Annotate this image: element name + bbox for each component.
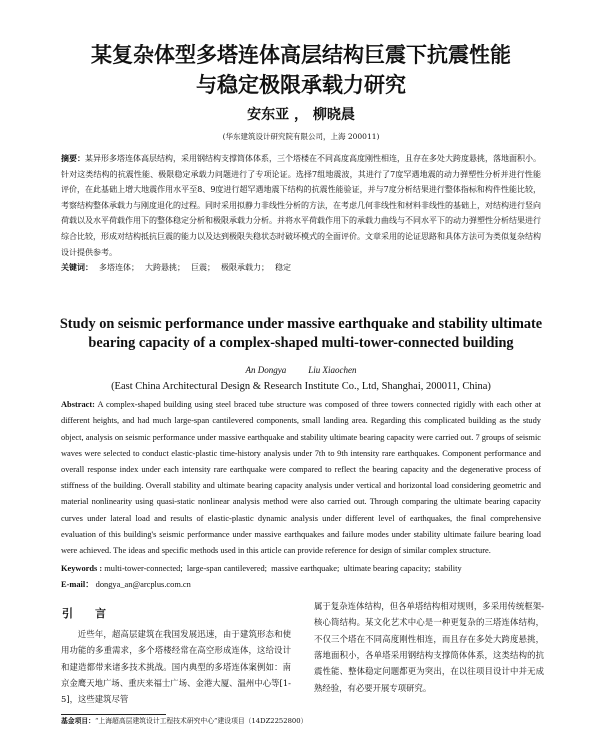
section-heading-introduction: 引言 <box>62 607 128 621</box>
email-address[interactable]: dongya_an@arcplus.com.cn <box>95 580 191 590</box>
chinese-keywords <box>61 261 541 275</box>
english-title <box>21 315 581 353</box>
chinese-keyword: 稳定 <box>275 263 291 273</box>
chinese-keyword: 大跨悬挑； <box>145 263 185 273</box>
english-abstract-text: A complex-shaped building using steel braced tube structure was composed of three towers connected rigidly with each other at different heights, and had much large-span cantilevered components, small landing area. Regarding this complicated building as the study object, analysis on seismic performance under massive earthquake and stability ultimate bearing capacity were carried out. 7 groups of seismic waves were selected to conduct elastic-plastic time-history analysis under 7th to 9th intensity rare earthquakes. Component performance and overall response index under each intensity rare earthquake were compared to reflect the bearing capacity and the degenerative process of stiffness of the building. Overall stability and ultimate bearing capacity analysis under vertical and horizontal load considering geometric and material nonlinearity using quasi-static nonlinear analysis method were also carried out. Through comparing the ultimate bearing capacity curves under lateral load and results of elastic-plastic dynamic analysis under different level of earthquakes, the final comprehensive evaluation of this building's seismic performance under massive earthquakes and failure modes under stability ultimate failure bearing load were achieved. The ideas and specific methods used in this article can provide reference for design of similar complex structure. <box>61 400 541 555</box>
english-authors <box>61 364 541 377</box>
english-author-2: Liu Xiaochen <box>308 365 357 376</box>
chinese-title-line-2: 与稳定极限承载力研究 <box>196 73 406 97</box>
footnote-divider <box>61 714 166 715</box>
english-keywords <box>61 561 541 576</box>
chinese-abstract-label: 摘要： <box>61 154 85 163</box>
footnote-label: 基金项目： <box>61 716 95 725</box>
english-author-1: An Dongya <box>245 365 287 376</box>
chinese-keywords-label: 关键词： <box>61 263 93 273</box>
chinese-title <box>21 40 581 100</box>
email-label: E-mail： <box>61 580 94 590</box>
introduction-right <box>314 598 544 696</box>
english-keyword: ; large-span cantilevered <box>180 564 264 573</box>
chinese-keyword: 多塔连体； <box>99 263 139 273</box>
chinese-affiliation: (华东建筑设计研究院有限公司，上海 200011) <box>222 132 380 141</box>
chinese-keyword: 巨震； <box>191 263 215 273</box>
english-abstract-label: Abstract: <box>61 400 95 410</box>
footnote-text: “上海超高层建筑设计工程技术研究中心”建设项目（14DZ2252800） <box>94 716 308 725</box>
email-line <box>61 578 541 592</box>
introduction-left <box>61 598 291 707</box>
chinese-authors: 安东亚 ， 柳晓晨 <box>247 107 355 123</box>
english-title-line-1: Study on seismic performance under massive earthquake and stability ultimate <box>59 316 543 333</box>
english-keyword: ; massive earthquake <box>265 564 337 573</box>
english-keyword: ; ultimate bearing capacity <box>337 564 428 573</box>
chinese-title-line-1: 某复杂体型多塔连体高层结构巨震下抗震性能 <box>91 43 511 67</box>
introduction-section <box>61 598 544 707</box>
english-keywords-label: Keywords : <box>61 564 103 574</box>
english-title-line-2: bearing capacity of a complex-shaped multi-tower-connected building <box>88 335 514 352</box>
english-keyword: ; stability <box>428 564 462 573</box>
chinese-keyword: 极限承载力； <box>221 263 269 273</box>
introduction-left-column: 近些年，超高层建筑在我国发展迅速，由于建筑形态和使用功能的多重需求，多个塔楼经常在高空形成连体，这给设计和建造都带来诸多技术挑战。国内典型的多塔连体案例如：南京金鹰天地广场、重庆来福士广场、金港大厦、温州中心等[1-5]，这些建筑尽管 <box>61 629 291 705</box>
footnote-area <box>61 714 541 726</box>
introduction-right-column: 属于复杂连体结构，但各单塔结构相对规则，多采用传统框架-核心筒结构。某文化艺术中心是一种更复杂的三塔连体结构，不仅三个塔在不同高度刚性相连，而且存在多处大跨度悬挑，落地面积小，各单塔采用钢结构支撑筒体体系，这类结构的抗震性能、整体稳定问题都更为突出，在以往项目设计中并无成熟经验，有必要开展专项研究。 <box>314 601 544 693</box>
chinese-abstract <box>61 151 541 260</box>
english-abstract <box>61 397 541 559</box>
english-keyword: multi-tower-connected <box>104 564 181 574</box>
english-affiliation: (East China Architectural Design & Research Institute Co., Ltd, Shanghai, 200011, China) <box>111 381 491 393</box>
chinese-abstract-text: 某异形多塔连体高层结构，采用钢结构支撑筒体体系，三个塔楼在不同高度高度刚性相连，且存在多处大跨度悬挑，落地面积小。针对这类结构的抗震性能、极限稳定承载力问题进行了专项论证。选择7组地震波，其进行了7度罕遇地震的动力弹塑性分析并进行性能评价，在此基础上增大地震作用水平至8、9度进行超罕遇地震下结构的抗震性能验证，并与7度分析结果进行整体指标和构件性能比较，考察结构整体承载力与刚度退化的过程。同时采用拟静力非线性分析的方法，在考虑几何非线性和材料非线性的基础上，对结构进行竖向荷载以及水平荷载作用下的整体稳定分析和极限承载力分析。并将水平荷载作用下的承载力曲线与不同水平下的动力弹塑性分析结果进行综合比较，形成对结构抵抗巨震的能力以及达到极限失稳状态时破坏模式的全面评价。文章采用的论证思路和具体方法可为类似复杂结构设计提供参考。 <box>61 154 541 257</box>
